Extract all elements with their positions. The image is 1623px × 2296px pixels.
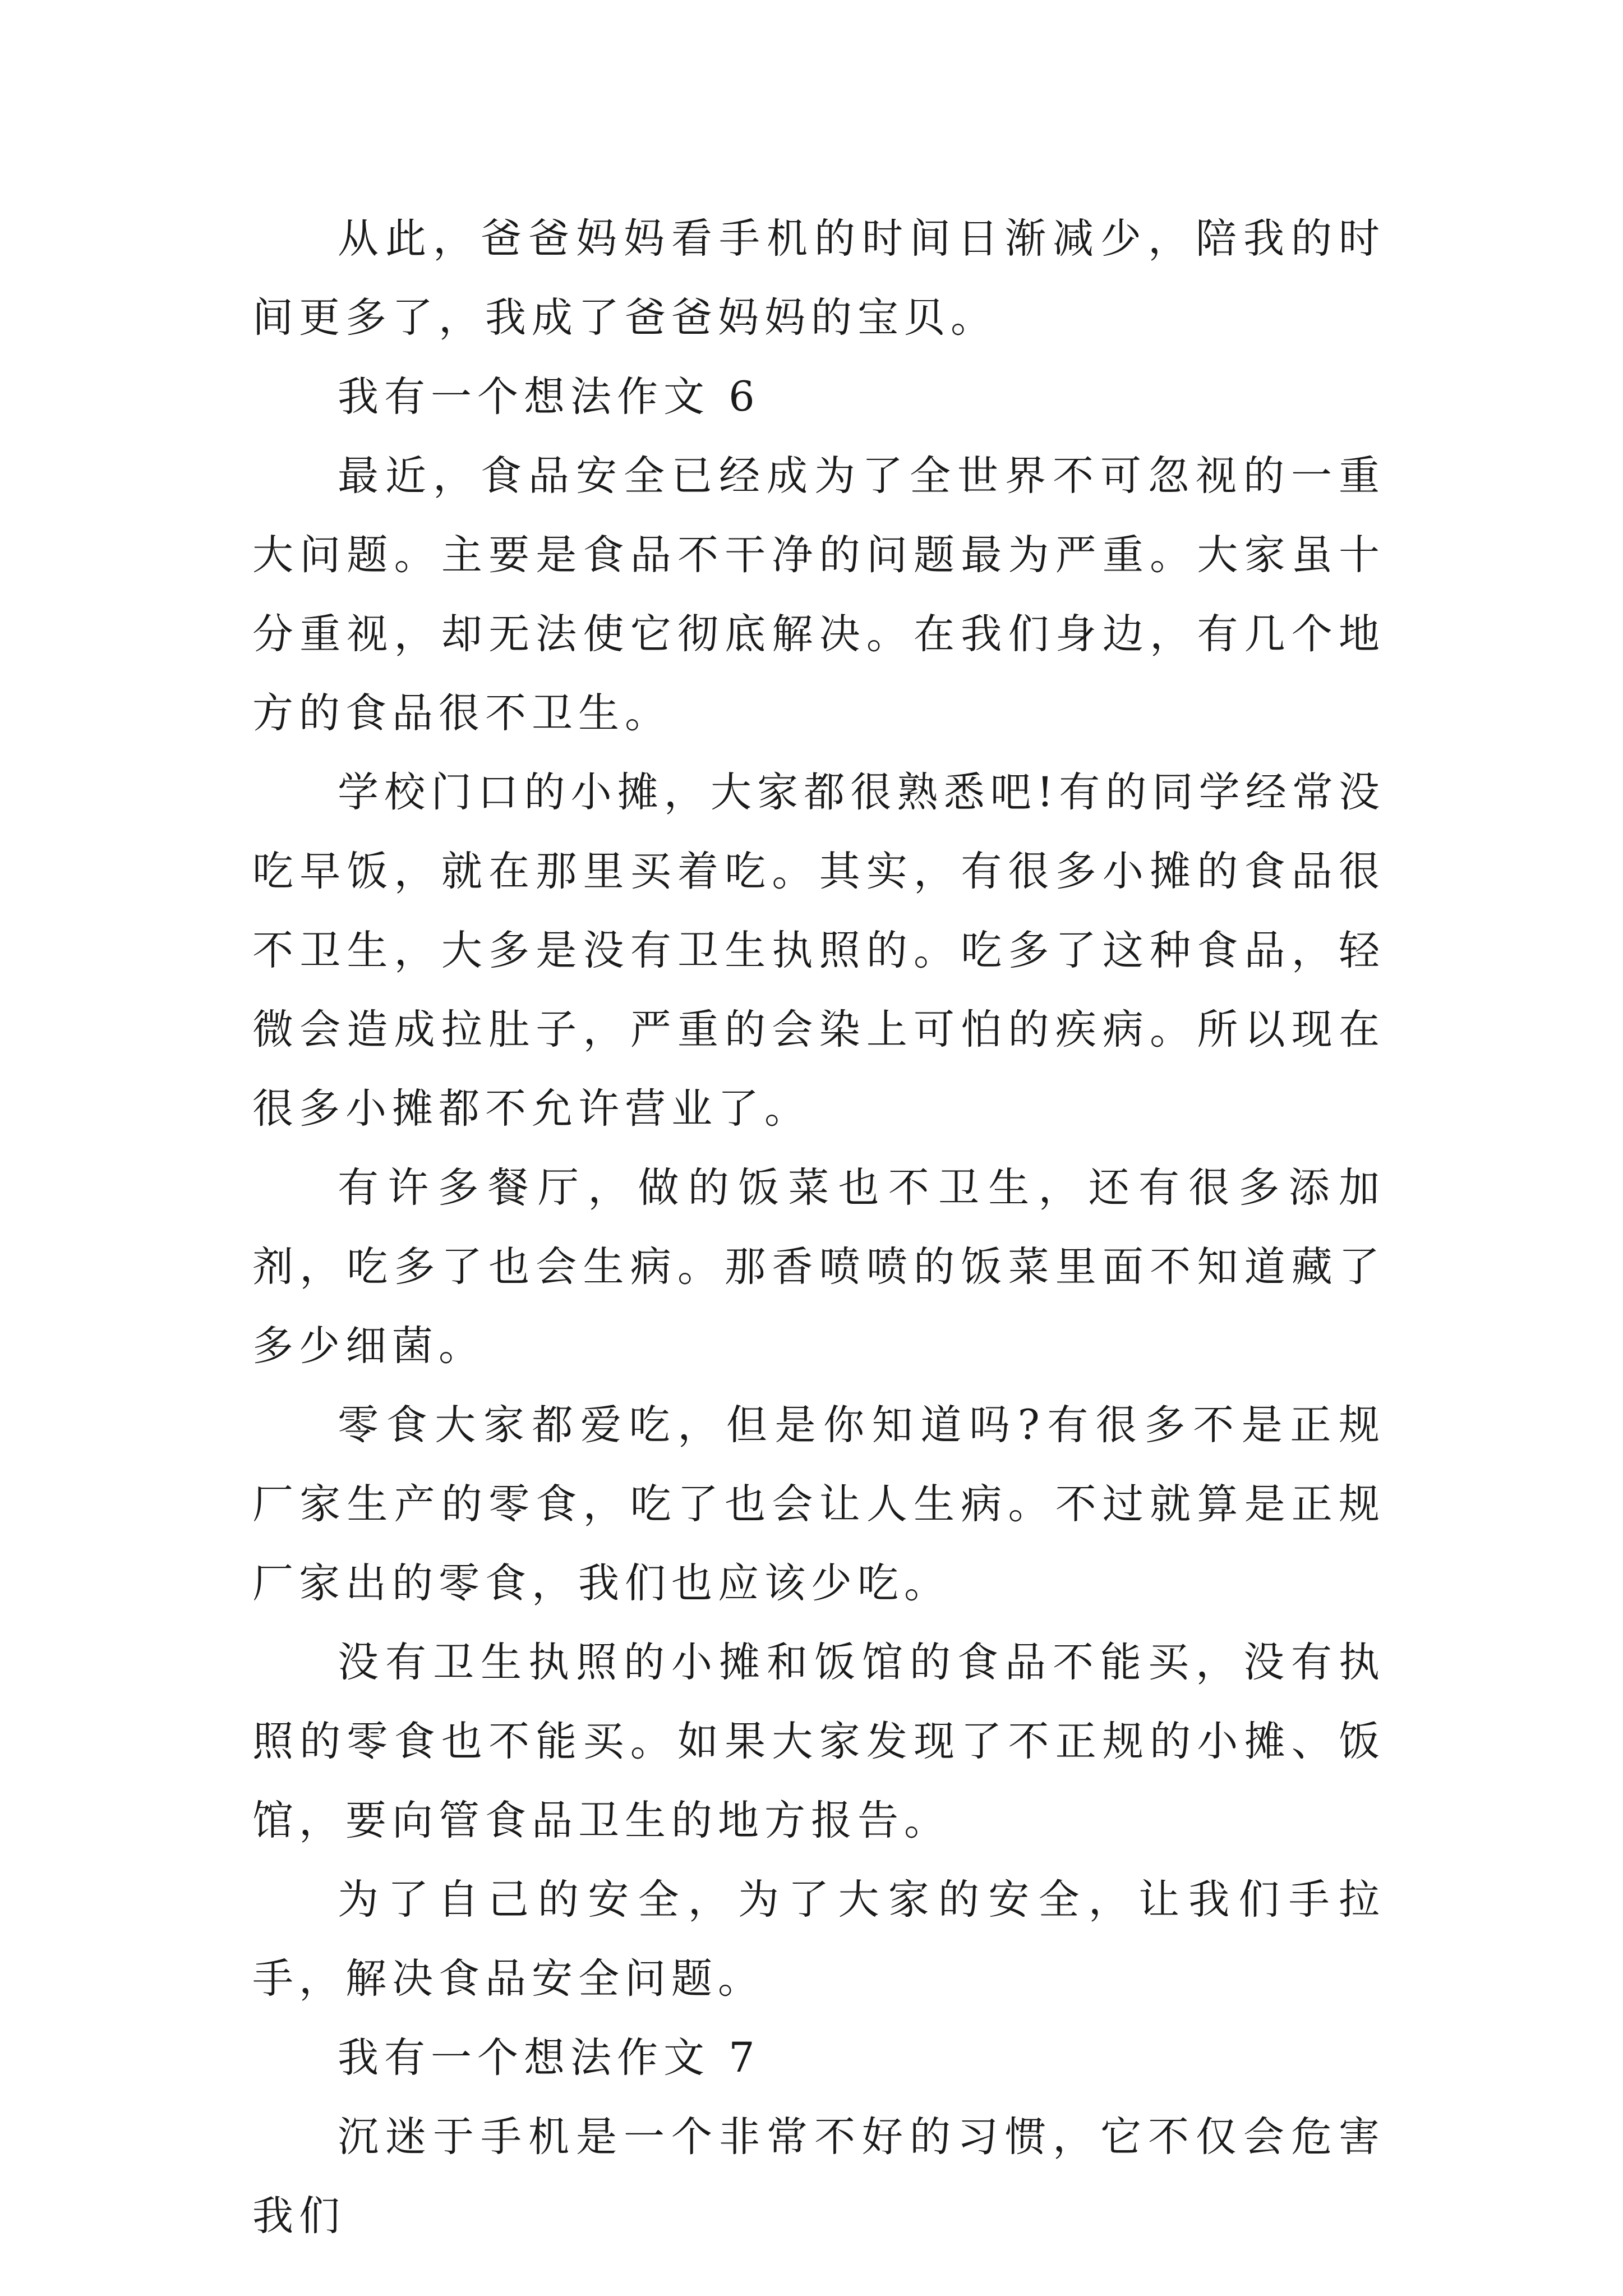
paragraph: 学校门口的小摊，大家都很熟悉吧!有的同学经常没吃早饭，就在那里买着吃。其实，有很多小摊的食品很不卫生，大多是没有卫生执照的。吃多了这种食品，轻微会造成拉肚子，严重的会染上可怕的疾病。所以现在很多小摊都不允许营业了。	[252, 769, 1385, 1133]
paragraph: 沉迷于手机是一个非常不好的习惯，它不仅会危害我们	[252, 2113, 1385, 2240]
paragraph: 从此，爸爸妈妈看手机的时间日渐减少，陪我的时间更多了，我成了爸爸妈妈的宝贝。	[252, 215, 1385, 342]
paragraph: 没有卫生执照的小摊和饭馆的食品不能买，没有执照的零食也不能买。如果大家发现了不正规的小摊、饭馆，要向管食品卫生的地方报告。	[252, 1639, 1385, 1844]
section-heading: 我有一个想法作文 6	[338, 373, 760, 421]
paragraph: 为了自己的安全，为了大家的安全，让我们手拉手，解决食品安全问题。	[252, 1876, 1385, 2003]
paragraph: 零食大家都爱吃，但是你知道吗?有很多不是正规厂家生产的零食，吃了也会让人生病。不过就算是正规厂家出的零食，我们也应该少吃。	[252, 1401, 1385, 1607]
paragraph: 最近，食品安全已经成为了全世界不可忽视的一重大问题。主要是食品不干净的问题最为严重。大家虽十分重视，却无法使它彻底解决。在我们身边，有几个地方的食品很不卫生。	[252, 452, 1385, 737]
paragraph: 有许多餐厅，做的饭菜也不卫生，还有很多添加剂，吃多了也会生病。那香喷喷的饭菜里面不知道藏了多少细菌。	[252, 1164, 1385, 1370]
section-heading: 我有一个想法作文 7	[338, 2034, 760, 2082]
document-body	[252, 199, 1385, 2256]
